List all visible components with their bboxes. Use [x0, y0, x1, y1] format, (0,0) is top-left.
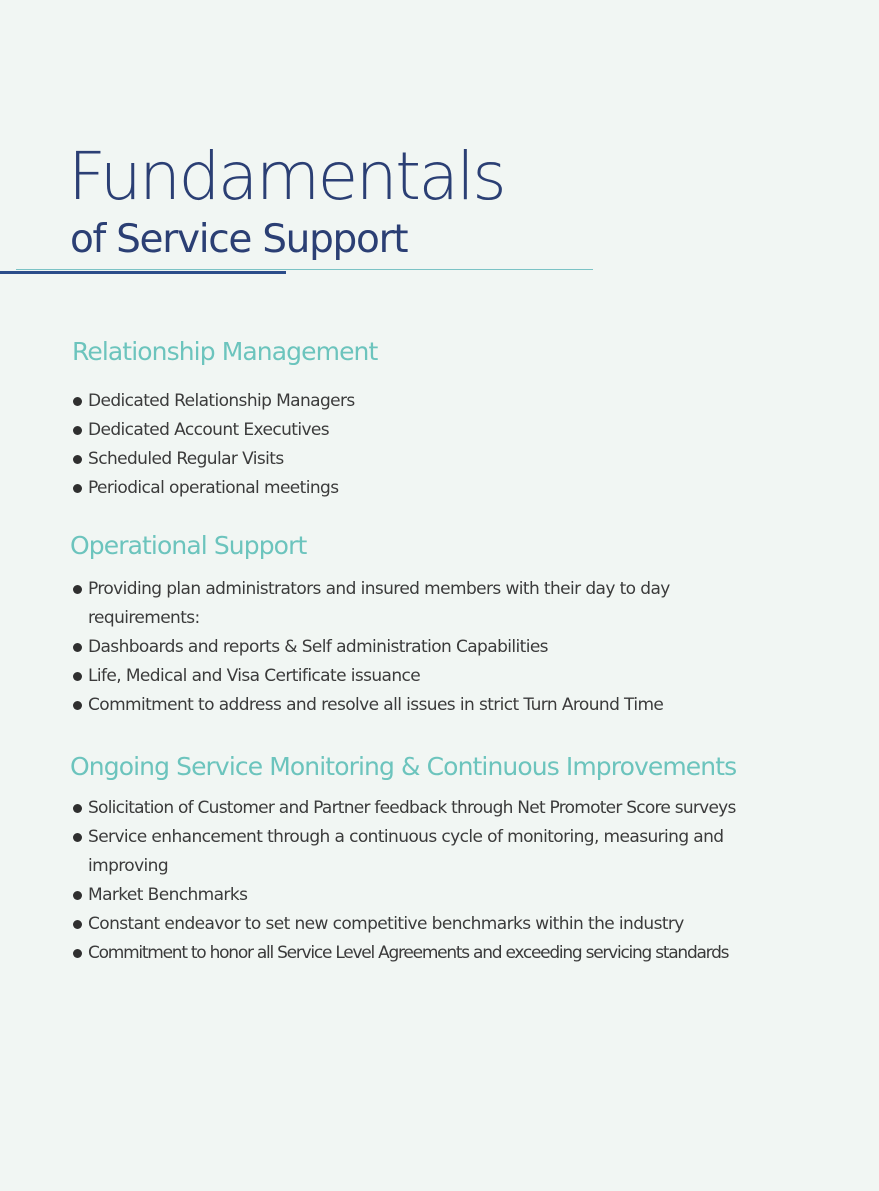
- bullet-icon: [73, 455, 82, 464]
- bullet-icon: [73, 585, 82, 594]
- list-item: Dedicated Relationship Managers: [70, 387, 859, 416]
- bullet-icon: [73, 833, 82, 842]
- bullet-icon: [73, 643, 82, 652]
- bullet-icon: [73, 701, 82, 710]
- list-item: Dashboards and reports & Self administration Capabilities: [70, 633, 719, 662]
- section-heading: Operational Support: [70, 531, 307, 560]
- list-item: Scheduled Regular Visits: [70, 445, 859, 474]
- list-item: Market Benchmarks: [70, 881, 869, 910]
- section-operational-support: [70, 529, 719, 720]
- section-relationship-management: [72, 335, 859, 503]
- title-divider-line: [16, 269, 593, 270]
- list-item: Dedicated Account Executives: [70, 416, 859, 445]
- page-title: Fundamentals: [68, 138, 505, 215]
- section-heading: Relationship Management: [72, 337, 378, 366]
- section-service-monitoring: [70, 750, 869, 968]
- bullet-icon: [73, 949, 82, 958]
- bullet-icon: [73, 484, 82, 493]
- bullet-icon: [73, 920, 82, 929]
- list-item: Commitment to honor all Service Level Agreements and exceeding servicing standards: [70, 939, 869, 968]
- list-item: Life, Medical and Visa Certificate issuance: [70, 662, 719, 691]
- list-item: Commitment to address and resolve all issues in strict Turn Around Time: [70, 691, 719, 720]
- bullet-list: [70, 575, 719, 720]
- bullet-icon: [73, 397, 82, 406]
- list-item: Solicitation of Customer and Partner feedback through Net Promoter Score surveys: [70, 794, 869, 823]
- bullet-icon: [73, 804, 82, 813]
- page-subtitle: of Service Support: [70, 217, 408, 262]
- bullet-icon: [73, 672, 82, 681]
- bullet-list: [70, 794, 869, 968]
- list-item: Providing plan administrators and insured members with their day to day requirements:: [70, 575, 719, 633]
- bullet-icon: [73, 426, 82, 435]
- section-heading: Ongoing Service Monitoring & Continuous Improvements: [70, 752, 737, 781]
- bullet-icon: [73, 891, 82, 900]
- title-accent-bar: [0, 271, 286, 274]
- list-item: Constant endeavor to set new competitive benchmarks within the industry: [70, 910, 869, 939]
- list-item: Service enhancement through a continuous cycle of monitoring, measuring and improving: [70, 823, 869, 881]
- bullet-list: [70, 387, 859, 503]
- list-item: Periodical operational meetings: [70, 474, 859, 503]
